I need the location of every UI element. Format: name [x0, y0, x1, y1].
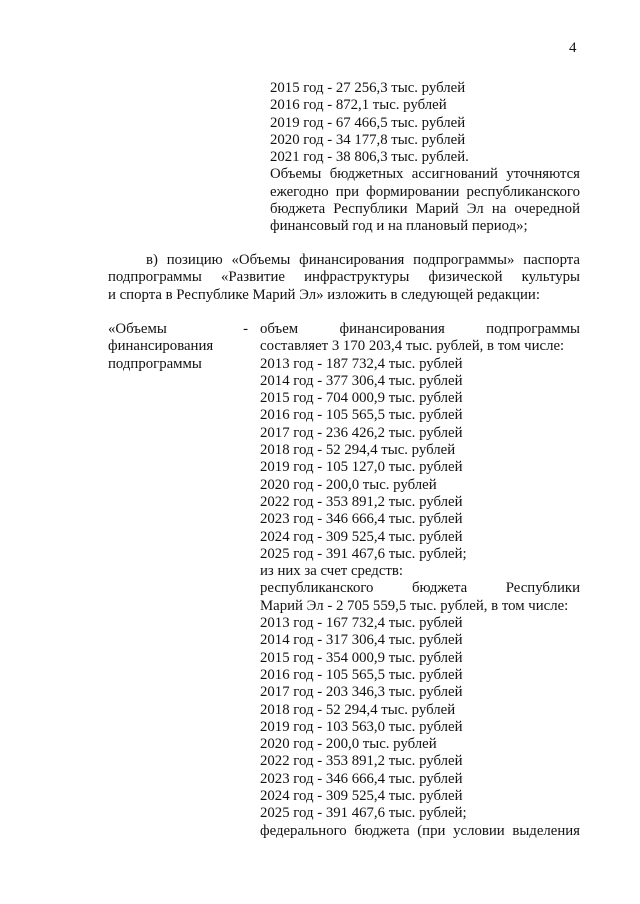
label-line: финансирования: [108, 338, 214, 355]
note-line: Объемы бюджетных ассигнований уточняются: [270, 166, 580, 183]
year-line: 2014 год - 377 306,4 тыс. рублей: [260, 372, 463, 389]
federal-budget-line: федерального бюджета (при условии выделения: [260, 822, 580, 839]
year-line: 2025 год - 391 467,6 тыс. рублей;: [260, 805, 467, 822]
year-line: 2013 год - 187 732,4 тыс. рублей: [260, 355, 463, 372]
intro-line: составляет 3 170 203,4 тыс. рублей, в том числе:: [260, 338, 565, 355]
year-line: 2019 год - 103 563,0 тыс. рублей: [260, 718, 463, 735]
year-line: 2024 год - 309 525,4 тыс. рублей: [260, 788, 463, 805]
note-line: финансовый год и на плановый период»;: [270, 218, 528, 235]
year-line: 2024 год - 309 525,4 тыс. рублей: [260, 528, 463, 545]
year-line: 2021 год - 38 806,3 тыс. рублей.: [270, 149, 469, 166]
amendment-paragraph: [108, 252, 580, 304]
year-line: 2018 год - 52 294,4 тыс. рублей: [260, 701, 456, 718]
republic-budget-line: республиканского бюджета Республики: [260, 580, 580, 597]
label-row: [108, 321, 248, 338]
position-label: [108, 321, 248, 373]
year-line: 2019 год - 67 466,5 тыс. рублей: [270, 114, 466, 131]
year-line: 2023 год - 346 666,4 тыс. рублей: [260, 770, 463, 787]
intro-line: объем финансирования подпрограммы: [260, 321, 580, 337]
year-line: 2018 год - 52 294,4 тыс. рублей: [260, 442, 456, 459]
year-line: 2015 год - 27 256,3 тыс. рублей: [270, 80, 466, 96]
year-line: 2019 год - 105 127,0 тыс. рублей: [260, 459, 463, 476]
year-line: 2022 год - 353 891,2 тыс. рублей: [260, 493, 463, 510]
page-number: 4: [569, 40, 577, 56]
year-line: 2015 год - 354 000,9 тыс. рублей: [260, 649, 463, 666]
paragraph-line: в) позицию «Объемы финансирования подпрограммы» паспорта: [146, 252, 580, 268]
republic-years-list: [260, 615, 580, 823]
year-line: 2023 год - 346 666,4 тыс. рублей: [260, 511, 463, 528]
funding-continuation-block: [270, 80, 580, 236]
year-line: 2020 год - 200,0 тыс. рублей: [260, 736, 437, 753]
year-line: 2025 год - 391 467,6 тыс. рублей;: [260, 545, 467, 562]
year-line: 2016 год - 872,1 тыс. рублей: [270, 97, 447, 114]
year-line: 2022 год - 353 891,2 тыс. рублей: [260, 753, 463, 770]
sources-label: из них за счет средств:: [260, 563, 403, 580]
year-line: 2013 год - 167 732,4 тыс. рублей: [260, 615, 463, 632]
year-line: 2015 год - 704 000,9 тыс. рублей: [260, 390, 463, 407]
funding-details: [260, 321, 580, 840]
year-line: 2017 год - 236 426,2 тыс. рублей: [260, 424, 463, 441]
label-line: «Объемы: [108, 321, 167, 337]
year-line: 2020 год - 34 177,8 тыс. рублей: [270, 131, 466, 148]
paragraph-line: и спорта в Республике Марий Эл» изложить в следующей редакции:: [108, 286, 540, 303]
year-line: 2014 год - 317 306,4 тыс. рублей: [260, 632, 463, 649]
total-years-list: [260, 356, 580, 564]
year-line: 2016 год - 105 565,5 тыс. рублей: [260, 407, 463, 424]
label-dash: -: [243, 321, 248, 337]
paragraph-line: подпрограммы «Развитие инфраструктуры физической культуры: [108, 269, 580, 286]
note-line: ежегодно при формировании республиканского: [270, 183, 580, 200]
republic-budget-line: Марий Эл - 2 705 559,5 тыс. рублей, в том числе:: [260, 597, 569, 614]
label-line: подпрограммы: [108, 355, 202, 372]
year-line: 2020 год - 200,0 тыс. рублей: [260, 476, 437, 493]
note-line: бюджета Республики Марий Эл на очередной: [270, 201, 580, 218]
year-line: 2016 год - 105 565,5 тыс. рублей: [260, 666, 463, 683]
year-line: 2017 год - 203 346,3 тыс. рублей: [260, 684, 463, 701]
